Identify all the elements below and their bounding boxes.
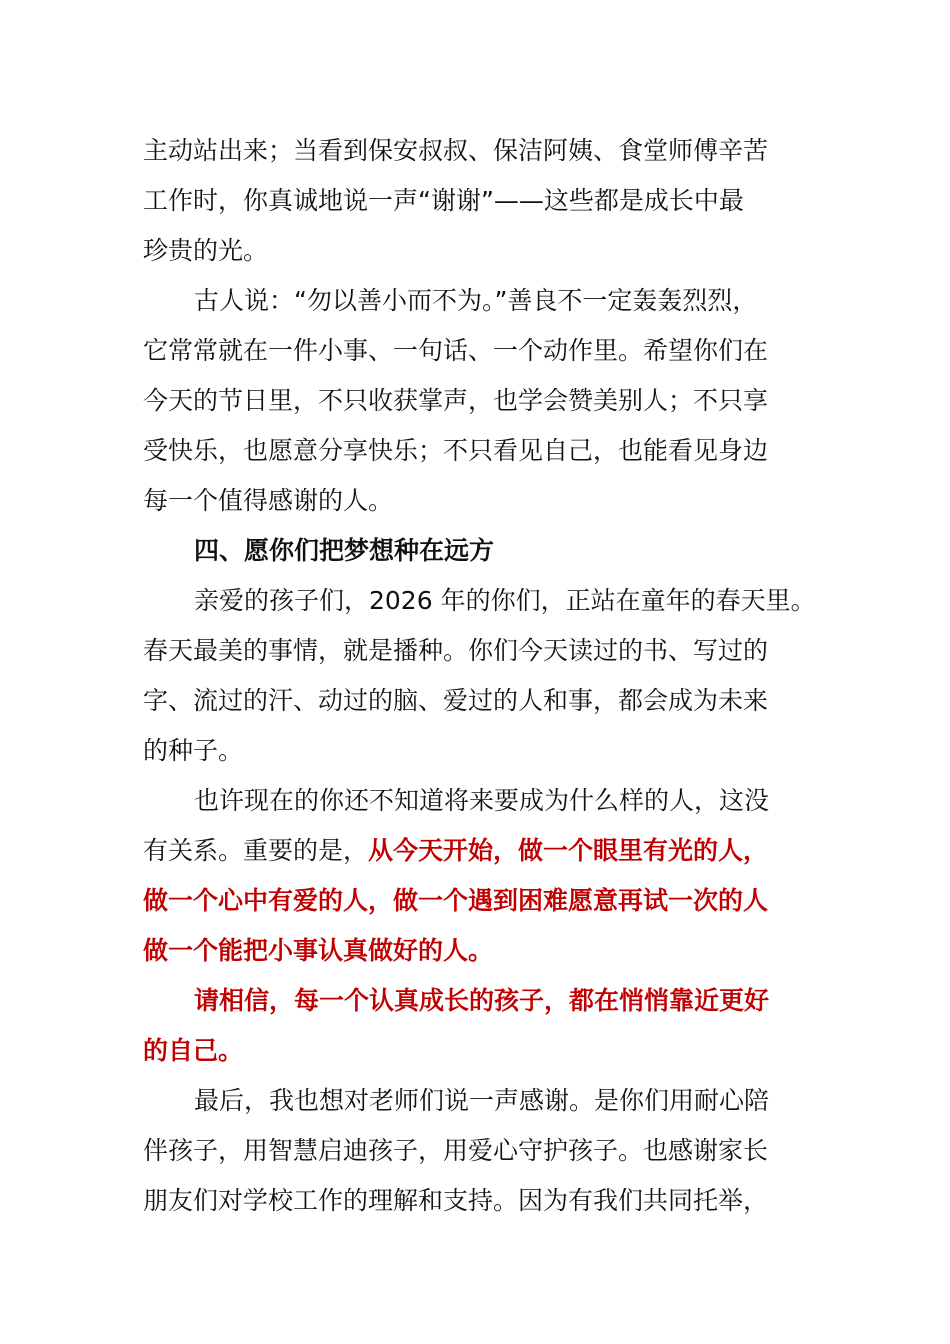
text-line: 工作时，你真诚地说一声“谢谢”——这些都是成长中最 [143, 186, 744, 215]
emphasis-line: 做一个能把小事认真做好的人。 [143, 936, 494, 965]
document-page [143, 126, 816, 1316]
emphasis-line: 做一个心中有爱的人，做一个遇到困难愿意再试一次的人 [143, 886, 769, 915]
text-line: 主动站出来；当看到保安叔叔、保洁阿姨、食堂师傅辛苦 [143, 136, 769, 165]
text-line: 亲爱的孩子们，2026 年的你们，正站在童年的春天里。 [194, 586, 816, 615]
text-line: 受快乐，也愿意分享快乐；不只看见自己，也能看见身边 [143, 436, 769, 465]
emphasis-text: 从今天开始，做一个眼里有光的人， [368, 836, 769, 865]
text-line: 古人说：“勿以善小而不为。”善良不一定轰轰烈烈， [194, 286, 758, 315]
text-line: 的种子。 [143, 736, 244, 765]
emphasis-line: 请相信，每一个认真成长的孩子，都在悄悄靠近更好 [194, 986, 770, 1015]
text-line: 春天最美的事情，就是播种。你们今天读过的书、写过的 [143, 636, 769, 665]
text-segment: 有关系。重要的是， [143, 836, 369, 865]
text-line: 朋友们对学校工作的理解和支持。因为有我们共同托举， [143, 1186, 769, 1215]
text-line: 也许现在的你还不知道将来要成为什么样的人，这没 [194, 786, 770, 815]
text-line: 字、流过的汗、动过的脑、爱过的人和事，都会成为未来 [143, 686, 769, 715]
text-line: 它常常就在一件小事、一句话、一个动作里。希望你们在 [143, 336, 769, 365]
text-line: 珍贵的光。 [143, 236, 269, 265]
text-line [143, 826, 768, 876]
text-line: 每一个值得感谢的人。 [143, 486, 394, 515]
text-line: 最后，我也想对老师们说一声感谢。是你们用耐心陪 [194, 1086, 770, 1115]
text-line: 今天的节日里，不只收获掌声，也学会赞美别人；不只享 [143, 386, 769, 415]
emphasis-line: 的自己。 [143, 1036, 244, 1065]
text-line: 伴孩子，用智慧启迪孩子，用爱心守护孩子。也感谢家长 [143, 1136, 769, 1165]
section-heading: 四、愿你们把梦想种在远方 [194, 536, 495, 565]
